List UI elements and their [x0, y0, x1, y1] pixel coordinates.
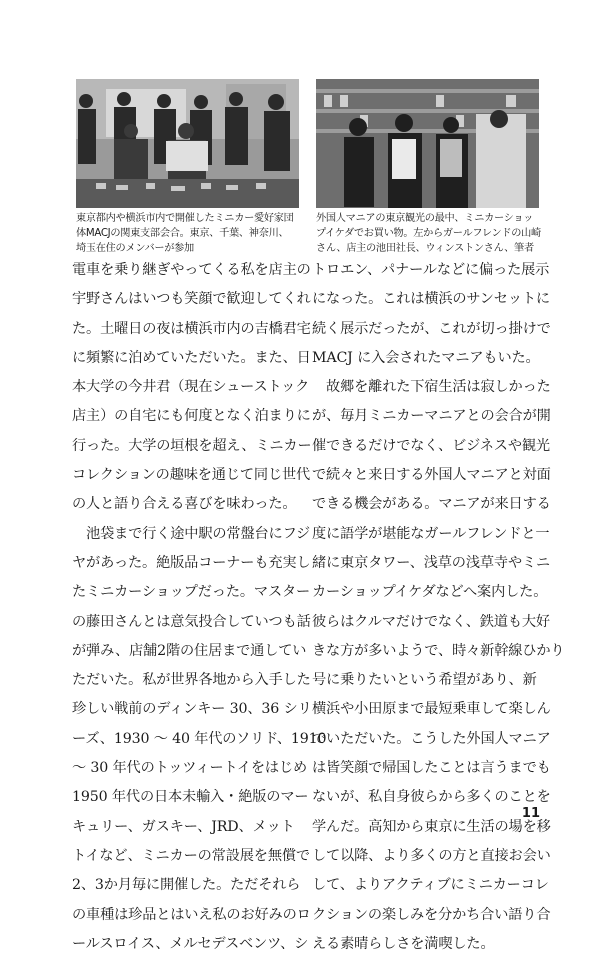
text-line: 電車を乗り継ぎやってくる私を店主の: [72, 262, 311, 278]
text-line: が、毎月ミニカーマニアとの会合が開: [312, 408, 551, 425]
text-line: して、よりアクティブにミニカーコレ: [312, 877, 549, 894]
text-line: できる機会がある。マニアが来日する: [312, 496, 551, 513]
text-line: 2、3か月毎に開催した。ただそれら: [72, 877, 301, 894]
text-line: MACJ に入会されたマニアもいた。: [312, 349, 540, 366]
text-line: キュリー、ガスキー、JRD、メット: [72, 818, 295, 835]
caption-line: さん、店主の池田社長、ウィンストンさん、筆者: [316, 243, 534, 254]
text-line: 彼らはクルマだけでなく、鉄道も大好: [312, 613, 550, 630]
text-line: ヤがあった。絶版品コーナーも充実し: [72, 554, 311, 571]
text-line: カーショップイケダなどへ案内した。: [312, 584, 548, 601]
text-line: トイなど、ミニカーの常設展を無償で: [72, 847, 310, 864]
text-line: ～ 30 年代のトッツィートイをはじめ: [72, 760, 308, 777]
text-line: える素晴らしさを満喫した。: [312, 935, 495, 952]
text-line: は皆笑顔で帰国したことは言うまでも: [312, 760, 551, 777]
text-line: た。土曜日の夜は横浜市内の吉橋君宅: [72, 320, 311, 337]
text-line: 珍しい戦前のディンキー 30、36 シリ: [72, 701, 312, 718]
text-line: 横浜や小田原まで最短乗車して楽しん: [312, 701, 551, 718]
caption-line: プイケダでお買い物。左からガールフレンドの山崎: [316, 228, 541, 239]
body-column-left: [72, 256, 327, 959]
text-line: 緒に東京タワー、浅草の浅草寺やミニ: [312, 554, 551, 571]
caption-line: 埼玉在住のメンバーが参加: [76, 243, 194, 254]
text-line: クションの楽しみを分かち合い語り合: [312, 906, 551, 923]
text-line: でいただいた。こうした外国人マニア: [312, 730, 551, 747]
text-line: トロエン、パナールなどに偏った展示: [312, 262, 550, 278]
text-line: きな方が多いようで、時々新幹線ひかり: [312, 642, 565, 659]
page-number: 11: [521, 806, 540, 821]
caption-line: 体MACJの関東支部会合。東京、千葉、神奈川、: [76, 228, 289, 239]
text-line: して以降、より多くの方と直接お会い: [312, 847, 551, 864]
photo-caption-right: [316, 211, 542, 256]
text-line: 催できるだけでなく、ビジネスや観光: [312, 437, 550, 454]
text-line: ールスロイス、メルセデスベンツ、シ: [72, 935, 309, 952]
text-line: の車種は珍品とはいえ私のお好みのロ: [72, 906, 311, 923]
photo-shop-visit: [316, 79, 539, 208]
text-line: コレクションの趣味を通じて同じ世代: [72, 467, 311, 484]
text-line: 号に乗りたいという希望があり、新: [312, 672, 537, 689]
text-line: ただいた。私が世界各地から入手した: [72, 672, 311, 689]
text-line: になった。これは横浜のサンセットに: [312, 291, 550, 308]
text-line: 宇野さんはいつも笑顔で歓迎してくれ: [72, 291, 311, 308]
text-line: で続々と来日する外国人マニアと対面: [312, 467, 551, 484]
caption-line: 東京都内や横浜市内で開催したミニカー愛好家団: [76, 213, 294, 224]
photo-caption-left: [76, 211, 302, 256]
text-line: 池袋まで行く途中駅の常盤台にフジ: [72, 525, 311, 542]
caption-line: 外国人マニアの東京観光の最中、ミニカーショッ: [316, 213, 534, 224]
text-line: ないが、私自身彼らから多くのことを: [312, 789, 551, 806]
group-meeting-photo-image: [76, 79, 299, 208]
text-line: 続く展示だったが、これが切っ掛けで: [312, 320, 551, 337]
text-line: 1950 年代の日本未輸入・絶版のマー: [72, 789, 309, 806]
text-line: 行った。大学の垣根を超え、ミニカー: [72, 437, 312, 454]
text-line: ーズ、1930 ～ 40 年代のソリド、1910: [72, 730, 327, 747]
shop-visit-photo-image: [316, 79, 539, 208]
text-line: に頻繁に泊めていただいた。また、日: [72, 349, 311, 366]
text-line: の人と語り合える喜びを味わった。: [72, 496, 297, 513]
text-line: 学んだ。高知から東京に生活の場を移: [312, 818, 551, 835]
text-line: たミニカーショップだった。マスター: [72, 584, 311, 601]
text-line: の藤田さんとは意気投合していつも話: [72, 613, 311, 630]
text-line: 度に語学が堪能なガールフレンドと一: [312, 525, 550, 542]
text-line: 本大学の今井君（現在シューストック: [72, 379, 310, 396]
text-line: が弾み、店舗2階の住居まで通してい: [72, 642, 307, 659]
photo-group-meeting: [76, 79, 299, 208]
body-column-right: [312, 256, 565, 959]
text-line: 店主）の自宅にも何度となく泊まりに: [72, 408, 311, 425]
text-line: 故郷を離れた下宿生活は寂しかった: [312, 379, 551, 396]
